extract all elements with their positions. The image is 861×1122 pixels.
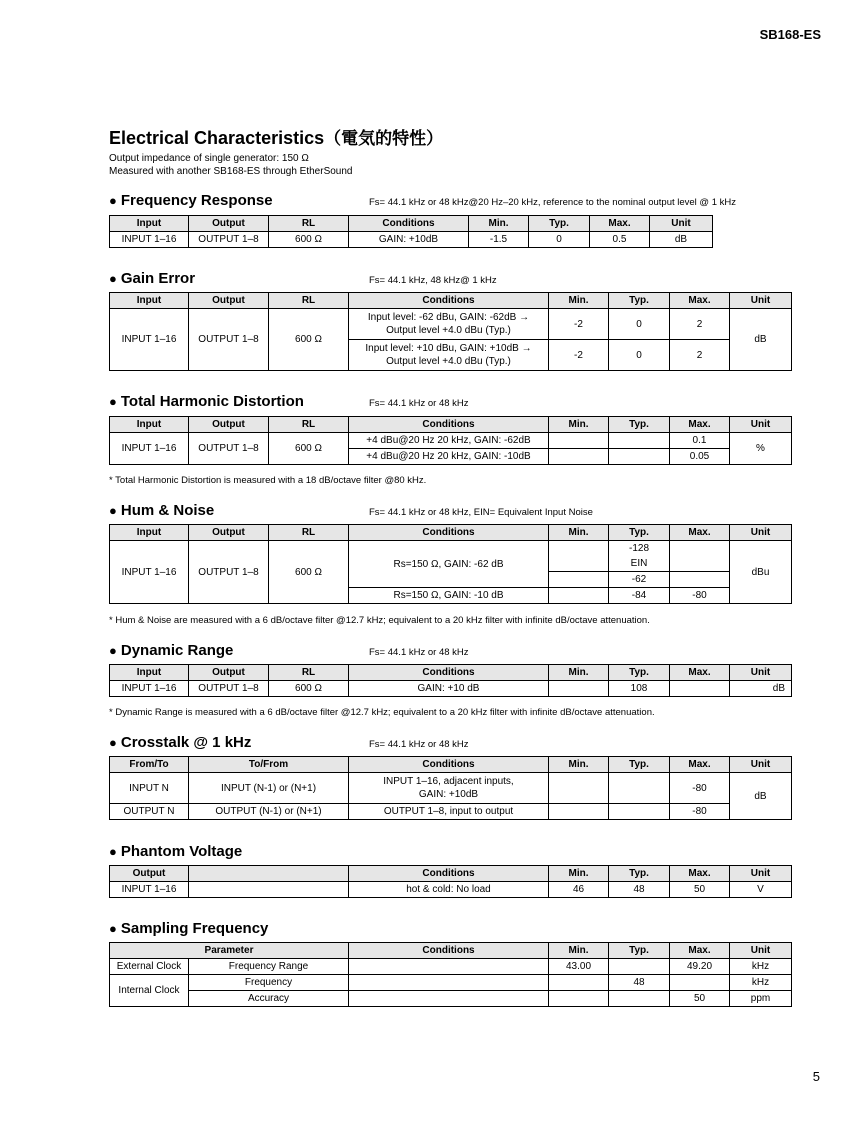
cell-typ: 108 xyxy=(609,681,670,697)
section-title-thd: ● Total Harmonic Distortion xyxy=(109,393,304,410)
cell-parameter: Frequency Range xyxy=(189,959,349,975)
cell-output: OUTPUT 1–8 xyxy=(189,541,269,604)
header-cell: Typ. xyxy=(609,943,670,959)
cell-typ: 48 xyxy=(609,975,670,991)
cell-parameter: Frequency xyxy=(189,975,349,991)
header-cell: Unit xyxy=(730,757,792,773)
header-cell: Max. xyxy=(670,525,730,541)
header-cell: Output xyxy=(189,417,269,433)
header-cell: Parameter xyxy=(110,943,349,959)
cell-typ: 0 xyxy=(529,232,590,248)
bullet-icon: ● xyxy=(109,271,117,286)
cell-min xyxy=(549,804,609,820)
cell-max: 50 xyxy=(670,882,730,898)
section-title-gain-error: ● Gain Error xyxy=(109,270,196,287)
cell-conditions: Input level: +10 dBu, GAIN: +10dB → Output level +4.0 dBu (Typ.) xyxy=(349,340,549,371)
cell-typ: 0 xyxy=(609,309,670,340)
dynamic-range-table xyxy=(109,664,792,697)
cell-to: INPUT (N-1) or (N+1) xyxy=(189,773,349,804)
cell-min: 46 xyxy=(549,882,609,898)
header-cell: Typ. xyxy=(609,866,670,882)
cell-max: 2 xyxy=(670,340,730,371)
cell-input: INPUT 1–16 xyxy=(110,681,189,697)
table-row xyxy=(110,541,792,557)
header-cell: Unit xyxy=(730,417,792,433)
bullet-icon: ● xyxy=(109,921,117,936)
header-cell: Conditions xyxy=(349,866,549,882)
cell-typ: -128 xyxy=(609,541,670,557)
intro-line: Measured with another SB168-ES through EtherSound xyxy=(109,166,353,177)
header-cell: Typ. xyxy=(609,665,670,681)
cell-typ: 0 xyxy=(609,340,670,371)
cell-typ xyxy=(609,773,670,804)
cell-unit: % xyxy=(730,433,792,465)
header-cell: Input xyxy=(110,293,189,309)
header-cell: Max. xyxy=(670,866,730,882)
table-row xyxy=(110,773,792,804)
table-header-row xyxy=(110,665,792,681)
header-cell: Typ. xyxy=(529,216,590,232)
header-cell: Conditions xyxy=(349,943,549,959)
header-cell: Output xyxy=(189,525,269,541)
cell-typ xyxy=(609,449,670,465)
bullet-icon: ● xyxy=(109,844,117,859)
cell-unit: dB xyxy=(730,773,792,820)
cell-max: -80 xyxy=(670,804,730,820)
cell-rl: 600 Ω xyxy=(269,433,349,465)
header-cell: Conditions xyxy=(349,757,549,773)
bullet-icon: ● xyxy=(109,503,117,518)
cell-conditions: INPUT 1–16, adjacent inputs, GAIN: +10dB xyxy=(349,773,549,804)
table-row xyxy=(110,433,792,449)
section-title-frequency-response: ● Frequency Response xyxy=(109,192,273,209)
header-cell: Conditions xyxy=(349,216,469,232)
cell-min xyxy=(549,773,609,804)
cell-max: 50 xyxy=(670,991,730,1007)
cell-rl: 600 Ω xyxy=(269,309,349,371)
cell-rl: 600 Ω xyxy=(269,681,349,697)
cell-conditions xyxy=(349,959,549,975)
header-cell: RL xyxy=(269,293,349,309)
table-row xyxy=(110,681,792,697)
cell-unit: dB xyxy=(650,232,713,248)
header-cell: Output xyxy=(189,216,269,232)
header-cell: Min. xyxy=(549,943,609,959)
thd-footnote: * Total Harmonic Distortion is measured with a 18 dB/octave filter @80 kHz. xyxy=(109,475,427,486)
cell-parameter: Accuracy xyxy=(189,991,349,1007)
cell-max: 0.05 xyxy=(670,449,730,465)
header-cell: Unit xyxy=(650,216,713,232)
header-cell: Output xyxy=(189,665,269,681)
table-header-row xyxy=(110,757,792,773)
cell-max xyxy=(670,681,730,697)
header-cell: Min. xyxy=(549,757,609,773)
cell-conditions: +4 dBu@20 Hz 20 kHz, GAIN: -10dB xyxy=(349,449,549,465)
cell-max: 49.20 xyxy=(670,959,730,975)
cell-output: OUTPUT 1–8 xyxy=(189,681,269,697)
cell-min xyxy=(549,991,609,1007)
cell-typ xyxy=(609,433,670,449)
header-cell: RL xyxy=(269,525,349,541)
table-row xyxy=(110,804,792,820)
section-conditions: Fs= 44.1 kHz, 48 kHz@ 1 kHz xyxy=(369,275,497,286)
cell-unit: dBu xyxy=(730,541,792,604)
cell-input: INPUT 1–16 xyxy=(110,309,189,371)
header-cell: Output xyxy=(110,866,189,882)
hum-noise-footnote: * Hum & Noise are measured with a 6 dB/octave filter @12.7 kHz; equivalent to a 20 kHz filter with infinite dB/octave attenuation. xyxy=(109,615,650,626)
cell-from: OUTPUT N xyxy=(110,804,189,820)
header-cell: Conditions xyxy=(349,417,549,433)
cell-typ: -62 xyxy=(609,572,670,588)
page-number: 5 xyxy=(812,1069,820,1084)
cell-max: 2 xyxy=(670,309,730,340)
header-cell: Conditions xyxy=(349,665,549,681)
cell-unit: dB xyxy=(730,309,792,371)
header-cell: Conditions xyxy=(349,525,549,541)
cell-typ xyxy=(609,804,670,820)
cell-unit: dB xyxy=(730,681,792,697)
table-header-row xyxy=(110,866,792,882)
cell-conditions: GAIN: +10 dB xyxy=(349,681,549,697)
cell-output: INPUT 1–16 xyxy=(110,882,189,898)
cell-unit: V xyxy=(730,882,792,898)
section-conditions: Fs= 44.1 kHz or 48 kHz@20 Hz–20 kHz, reference to the nominal output level @ 1 kHz xyxy=(369,197,736,208)
header-cell: Min. xyxy=(469,216,529,232)
cell-input: INPUT 1–16 xyxy=(110,541,189,604)
section-conditions: Fs= 44.1 kHz or 48 kHz, EIN= Equivalent Input Noise xyxy=(369,507,593,518)
model-name: SB168-ES xyxy=(759,27,821,42)
cell-typ: -84 xyxy=(609,588,670,604)
table-row xyxy=(110,882,792,898)
cell-typ: 48 xyxy=(609,882,670,898)
cell-rl: 600 Ω xyxy=(269,541,349,604)
bullet-icon: ● xyxy=(109,735,117,750)
cell-min: -2 xyxy=(549,309,609,340)
header-cell: Conditions xyxy=(349,293,549,309)
cell-conditions xyxy=(349,975,549,991)
header-cell: Input xyxy=(110,417,189,433)
cell-min: 43.00 xyxy=(549,959,609,975)
cell-max: -80 xyxy=(670,588,730,604)
cell-input: INPUT 1–16 xyxy=(110,232,189,248)
cell-clock: External Clock xyxy=(110,959,189,975)
header-cell: Input xyxy=(110,525,189,541)
header-cell: RL xyxy=(269,665,349,681)
header-cell: Unit xyxy=(730,866,792,882)
cell-clock: Internal Clock xyxy=(110,975,189,1007)
cell-output: OUTPUT 1–8 xyxy=(189,433,269,465)
table-header-row xyxy=(110,216,713,232)
section-title-sampling-frequency: ● Sampling Frequency xyxy=(109,920,269,937)
cell-conditions xyxy=(349,991,549,1007)
cell-from: INPUT N xyxy=(110,773,189,804)
section-conditions: Fs= 44.1 kHz or 48 kHz xyxy=(369,398,469,409)
cell-rl: 600 Ω xyxy=(269,232,349,248)
section-conditions: Fs= 44.1 kHz or 48 kHz xyxy=(369,739,469,750)
hum-noise-table xyxy=(109,524,792,604)
header-cell: Unit xyxy=(730,943,792,959)
header-cell: Typ. xyxy=(609,525,670,541)
header-cell: Typ. xyxy=(609,293,670,309)
table-row xyxy=(110,232,713,248)
table-row xyxy=(110,959,792,975)
cell-min: -1.5 xyxy=(469,232,529,248)
table-header-row xyxy=(110,417,792,433)
header-cell: Output xyxy=(189,293,269,309)
cell-conditions: hot & cold: No load xyxy=(349,882,549,898)
cell-min xyxy=(549,681,609,697)
header-cell: Unit xyxy=(730,665,792,681)
page-title xyxy=(109,124,443,149)
cell-conditions: Rs=150 Ω, GAIN: -62 dB xyxy=(349,541,549,588)
table-header-row xyxy=(110,525,792,541)
cell-conditions: GAIN: +10dB xyxy=(349,232,469,248)
header-cell: From/To xyxy=(110,757,189,773)
table-header-row xyxy=(110,943,792,959)
header-cell: Max. xyxy=(670,665,730,681)
cell-min xyxy=(549,541,609,572)
table-row xyxy=(110,991,792,1007)
cell-conditions: Rs=150 Ω, GAIN: -10 dB xyxy=(349,588,549,604)
cell-max xyxy=(670,572,730,588)
cell-typ: EIN xyxy=(609,556,670,572)
header-cell: Unit xyxy=(730,525,792,541)
phantom-voltage-table xyxy=(109,865,792,898)
frequency-response-table xyxy=(109,215,713,248)
header-cell: Input xyxy=(110,216,189,232)
section-title-crosstalk: ● Crosstalk @ 1 kHz xyxy=(109,734,252,751)
cell-unit: ppm xyxy=(730,991,792,1007)
header-cell: Unit xyxy=(730,293,792,309)
cell-min xyxy=(549,588,609,604)
section-title-phantom-voltage: ● Phantom Voltage xyxy=(109,843,243,860)
intro-line: Output impedance of single generator: 150 Ω xyxy=(109,153,309,164)
header-cell xyxy=(189,866,349,882)
cell-output: OUTPUT 1–8 xyxy=(189,309,269,371)
cell-conditions: +4 dBu@20 Hz 20 kHz, GAIN: -62dB xyxy=(349,433,549,449)
header-cell: Max. xyxy=(670,417,730,433)
table-row xyxy=(110,975,792,991)
cell-typ xyxy=(609,959,670,975)
cell-min xyxy=(549,433,609,449)
section-title-dynamic-range: ● Dynamic Range xyxy=(109,642,234,659)
title-japanese: （電気的特性） xyxy=(324,129,444,149)
cell-min xyxy=(549,449,609,465)
header-cell: Max. xyxy=(670,757,730,773)
header-cell: Input xyxy=(110,665,189,681)
table-row xyxy=(110,309,792,340)
header-cell: RL xyxy=(269,417,349,433)
crosstalk-table xyxy=(109,756,792,820)
cell-min xyxy=(549,975,609,991)
cell-conditions: Input level: -62 dBu, GAIN: -62dB → Output level +4.0 dBu (Typ.) xyxy=(349,309,549,340)
table-header-row xyxy=(110,293,792,309)
cell-conditions: OUTPUT 1–8, input to output xyxy=(349,804,549,820)
header-cell: Min. xyxy=(549,417,609,433)
cell-max: 0.1 xyxy=(670,433,730,449)
section-conditions: Fs= 44.1 kHz or 48 kHz xyxy=(369,647,469,658)
cell-input: INPUT 1–16 xyxy=(110,433,189,465)
header-cell: To/From xyxy=(189,757,349,773)
gain-error-table xyxy=(109,292,792,371)
header-cell: Max. xyxy=(590,216,650,232)
cell-min: -2 xyxy=(549,340,609,371)
cell-max xyxy=(670,975,730,991)
dynamic-range-footnote: * Dynamic Range is measured with a 6 dB/octave filter @12.7 kHz; equivalent to a 20 kHz filter with infinite dB/octave attenuation. xyxy=(109,707,655,718)
sampling-frequency-table xyxy=(109,942,792,1007)
bullet-icon: ● xyxy=(109,643,117,658)
header-cell: Min. xyxy=(549,866,609,882)
cell-typ xyxy=(609,991,670,1007)
header-cell: Typ. xyxy=(609,417,670,433)
cell-unit: kHz xyxy=(730,959,792,975)
cell-unit: kHz xyxy=(730,975,792,991)
cell-output: OUTPUT 1–8 xyxy=(189,232,269,248)
bullet-icon: ● xyxy=(109,193,117,208)
cell-max xyxy=(670,541,730,572)
bullet-icon: ● xyxy=(109,394,117,409)
cell-blank xyxy=(189,882,349,898)
header-cell: Max. xyxy=(670,293,730,309)
title-main: Electrical Characteristics xyxy=(109,128,325,148)
intro-text xyxy=(109,152,353,178)
header-cell: Typ. xyxy=(609,757,670,773)
header-cell: Max. xyxy=(670,943,730,959)
header-cell: Min. xyxy=(549,293,609,309)
cell-min xyxy=(549,572,609,588)
cell-max: 0.5 xyxy=(590,232,650,248)
header-cell: Min. xyxy=(549,525,609,541)
header-cell: Min. xyxy=(549,665,609,681)
thd-table xyxy=(109,416,792,465)
section-title-hum-noise: ● Hum & Noise xyxy=(109,502,215,519)
cell-max: -80 xyxy=(670,773,730,804)
cell-to: OUTPUT (N-1) or (N+1) xyxy=(189,804,349,820)
header-cell: RL xyxy=(269,216,349,232)
